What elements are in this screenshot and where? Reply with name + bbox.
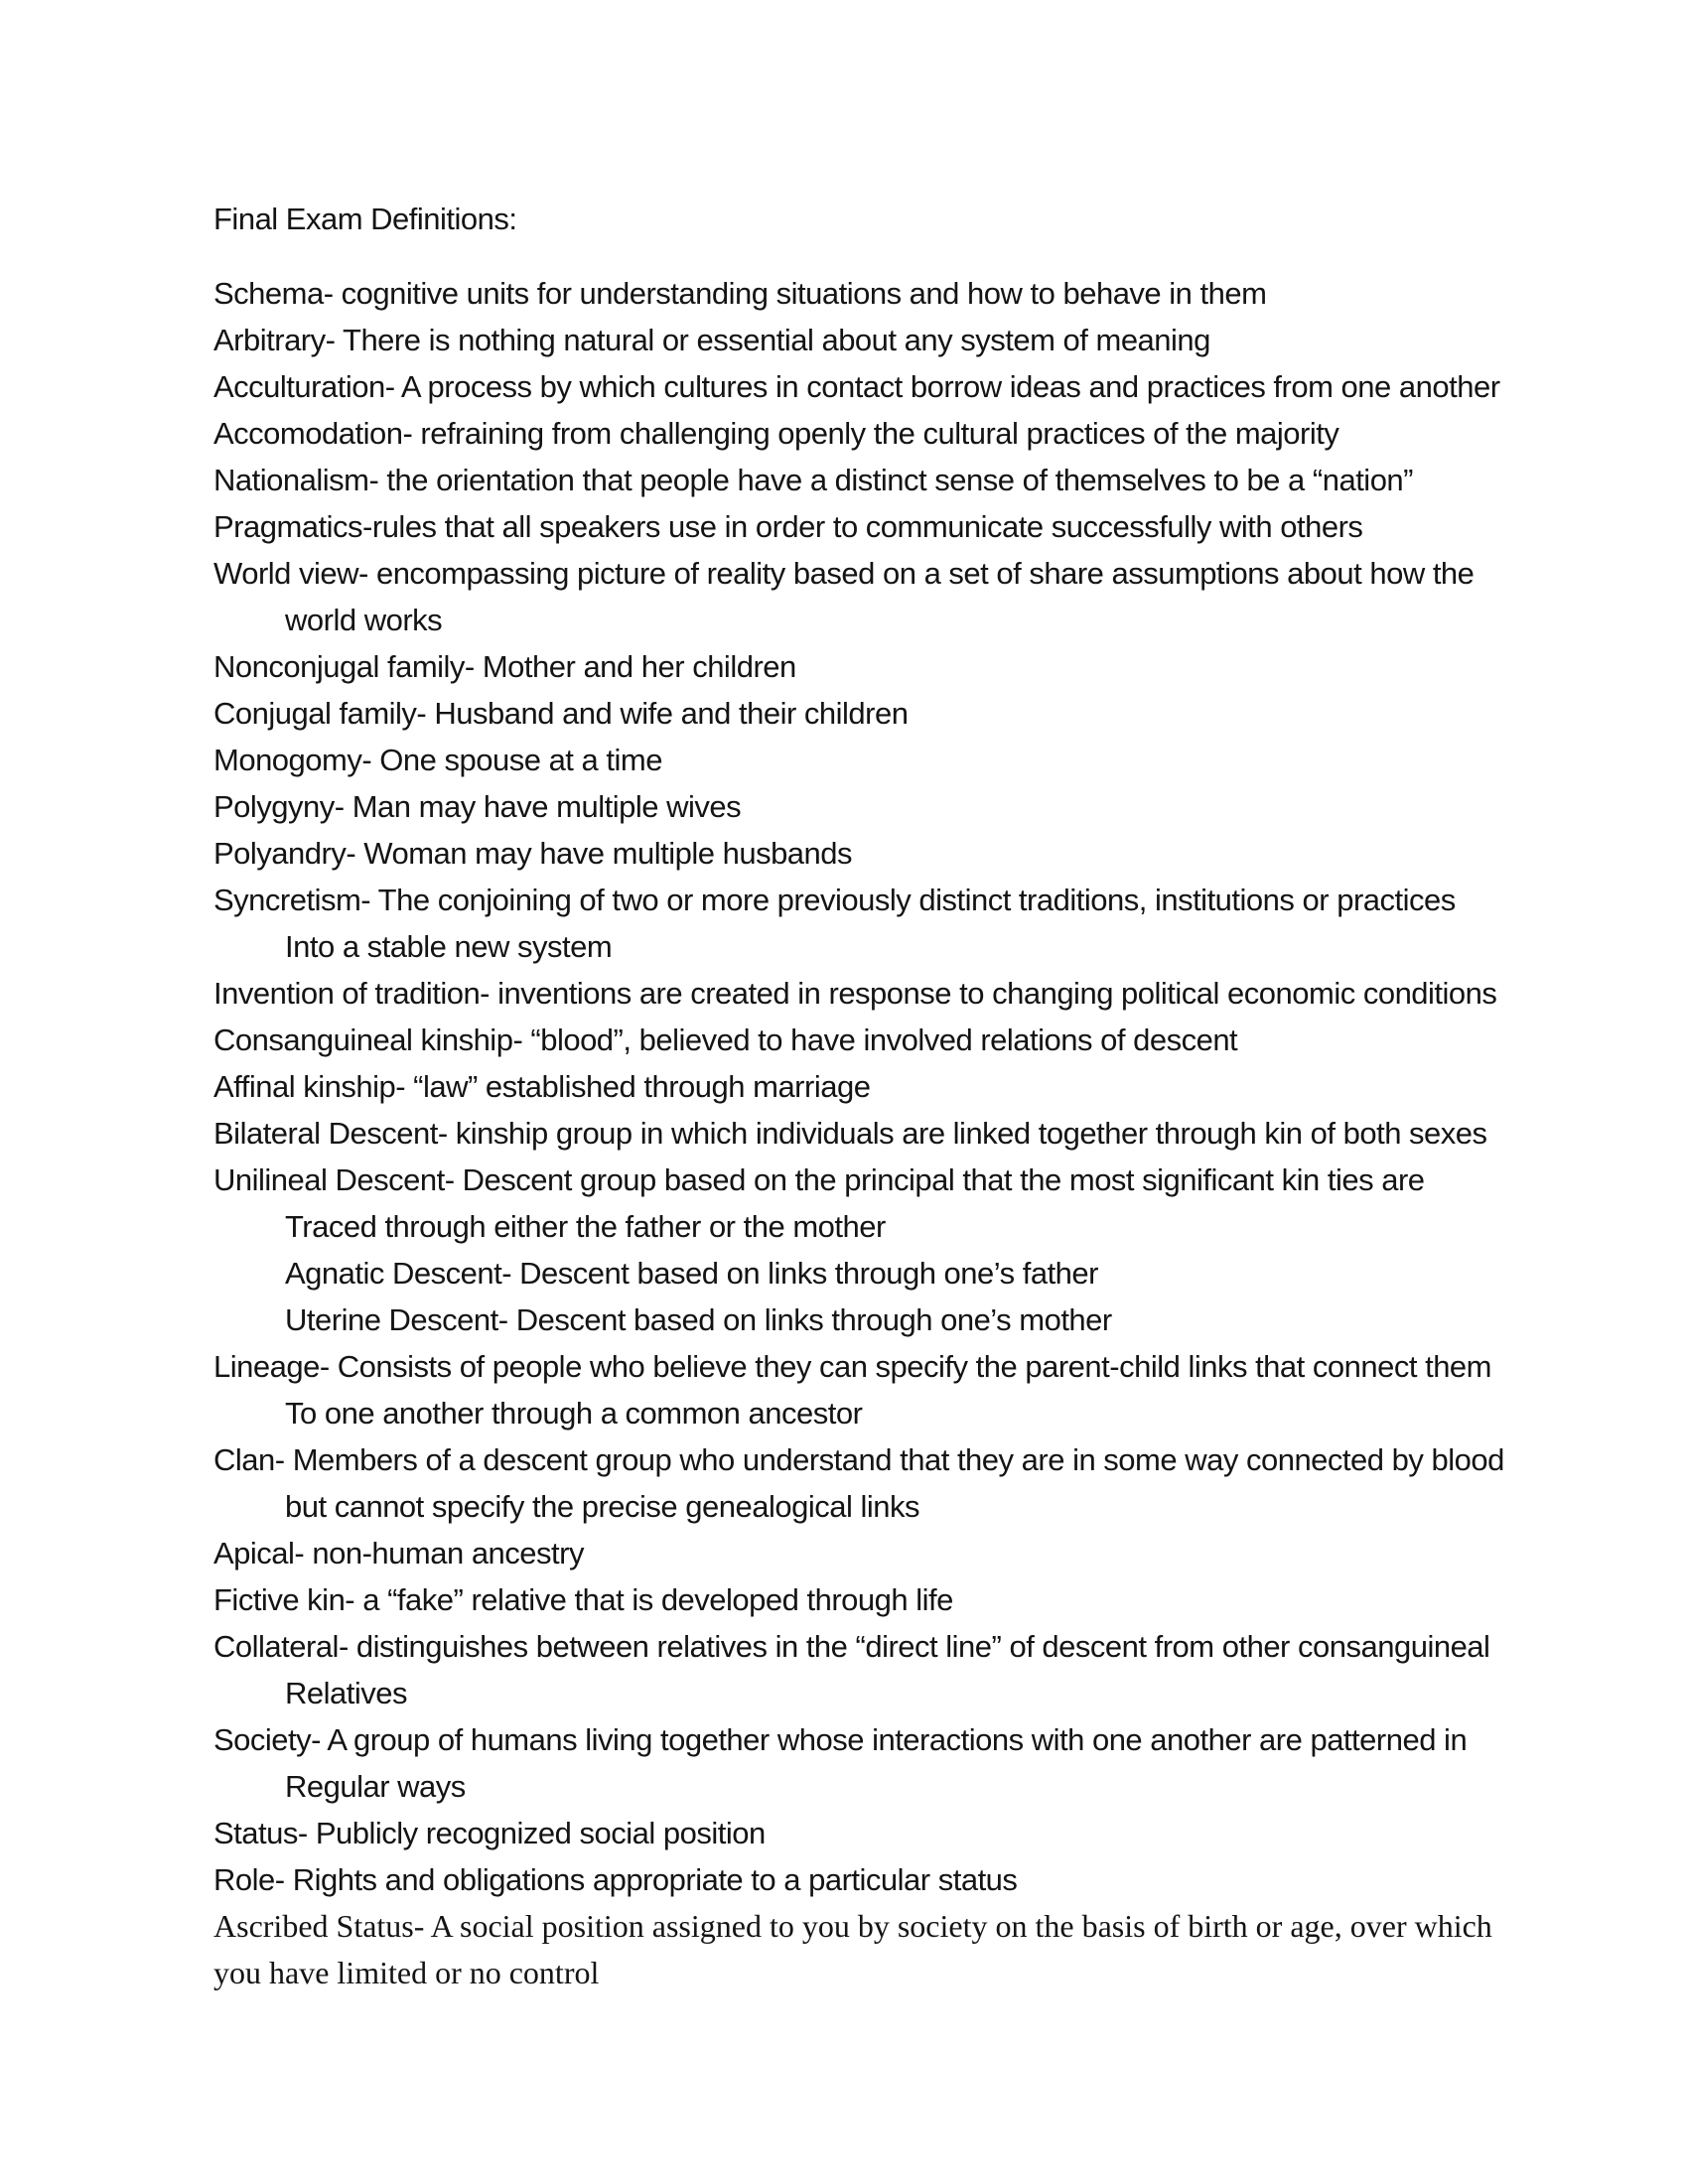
definition-line: Polygyny- Man may have multiple wives (213, 789, 742, 824)
definition-line: Fictive kin- a “fake” relative that is developed through life (213, 1582, 953, 1617)
definition-line: you have limited or no control (213, 1955, 600, 1990)
definition-line: Monogomy- One spouse at a time (213, 743, 662, 777)
document-title: Final Exam Definitions: (213, 202, 517, 236)
definition-line: Collateral- distinguishes between relatives in the “direct line” of descent from other consanguineal (213, 1629, 1490, 1664)
definition-line: Unilineal Descent- Descent group based on the principal that the most significant kin ties are (213, 1162, 1425, 1197)
definition-line: Traced through either the father or the mother (285, 1209, 886, 1244)
definition-line: Nonconjugal family- Mother and her children (213, 649, 796, 684)
definition-line: Nationalism- the orientation that people have a distinct sense of themselves to be a “nation” (213, 463, 1414, 497)
definition-line: World view- encompassing picture of reality based on a set of share assumptions about how the (213, 556, 1475, 591)
definition-line: Clan- Members of a descent group who understand that they are in some way connected by blood (213, 1442, 1504, 1477)
definition-line: Agnatic Descent- Descent based on links through one’s father (285, 1256, 1098, 1291)
definition-line: Apical- non-human ancestry (213, 1536, 584, 1570)
definition-line: Role- Rights and obligations appropriate to a particular status (213, 1862, 1018, 1897)
definition-line: Relatives (285, 1676, 407, 1710)
definition-line: Conjugal family- Husband and wife and their children (213, 696, 909, 731)
definition-line: Society- A group of humans living together whose interactions with one another are patterned in (213, 1722, 1468, 1757)
definition-line: Into a stable new system (285, 929, 613, 964)
definition-line: Uterine Descent- Descent based on links through one’s mother (285, 1302, 1112, 1337)
definition-line: Arbitrary- There is nothing natural or essential about any system of meaning (213, 323, 1210, 357)
definition-line: Status- Publicly recognized social position (213, 1816, 766, 1850)
definition-line: Invention of tradition- inventions are created in response to changing political economic conditions (213, 976, 1497, 1011)
definition-line: but cannot specify the precise genealogical links (285, 1489, 919, 1524)
definition-line: Bilateral Descent- kinship group in which individuals are linked together through kin of both sexes (213, 1116, 1487, 1151)
definition-line: Accomodation- refraining from challenging openly the cultural practices of the majority (213, 416, 1339, 451)
definition-line: Pragmatics-rules that all speakers use in order to communicate successfully with others (213, 509, 1363, 544)
definition-line: Ascribed Status- A social position assigned to you by society on the basis of birth or age, over which (213, 1908, 1492, 1944)
definition-line: Affinal kinship- “law” established through marriage (213, 1069, 871, 1104)
definition-line: Schema- cognitive units for understanding situations and how to behave in them (213, 276, 1267, 311)
definition-line: Consanguineal kinship- “blood”, believed to have involved relations of descent (213, 1023, 1238, 1057)
definition-line: Lineage- Consists of people who believe they can specify the parent-child links that connect them (213, 1349, 1491, 1384)
definition-line: Polyandry- Woman may have multiple husbands (213, 836, 853, 871)
definition-line: To one another through a common ancestor (285, 1396, 863, 1431)
definition-line: world works (285, 603, 443, 637)
definition-line: Syncretism- The conjoining of two or more previously distinct traditions, institutions or practices (213, 883, 1456, 917)
definitions-list (213, 270, 1623, 1996)
definition-line: Regular ways (285, 1769, 466, 1804)
definition-line: Acculturation- A process by which cultures in contact borrow ideas and practices from one another (213, 369, 1500, 404)
